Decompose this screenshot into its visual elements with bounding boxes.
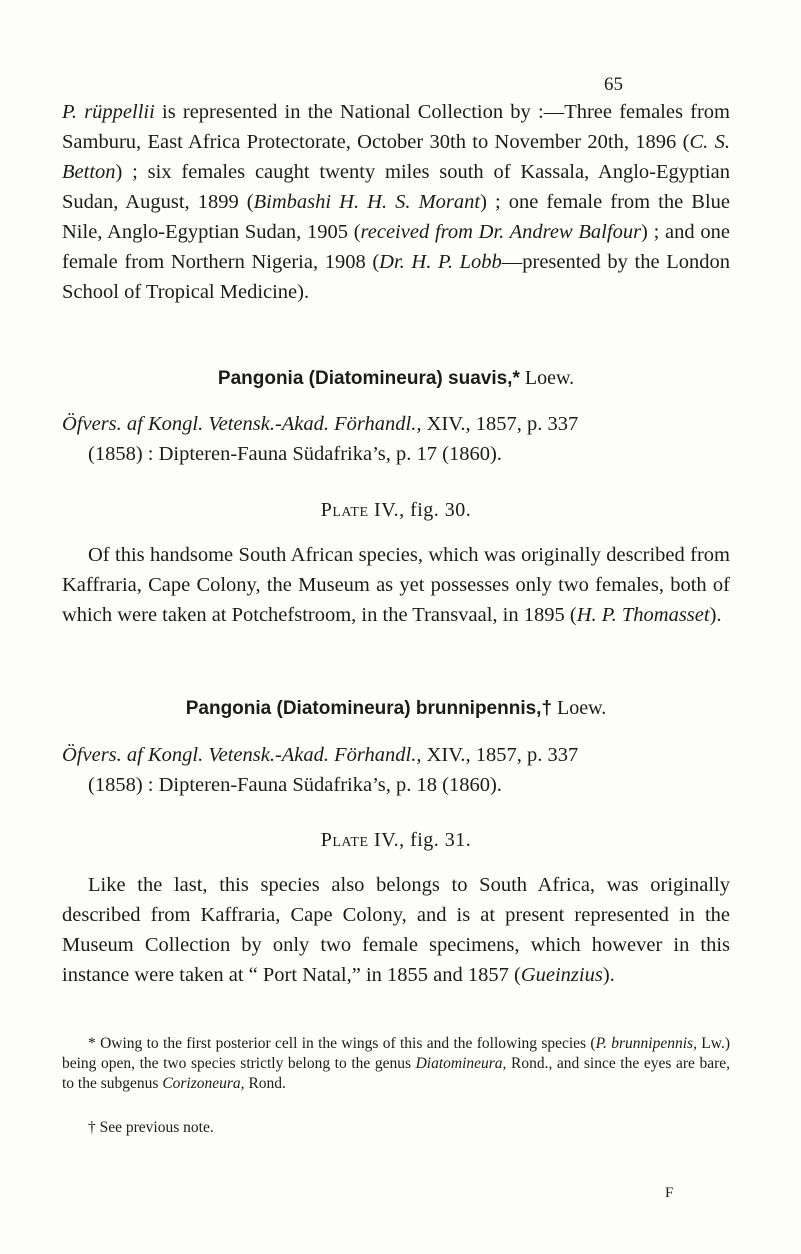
intro-paragraph: P. rüppellii is represented in the National Collection by :—Three females from Samburu, East Africa Protectorate, October 30th to November 20th, 1896 (C. S. Betton) ; six females caught twenty miles south of Kassala, Anglo-Egyptian Sudan, August, 1899 (Bimbashi H. H. S. Morant) ; one female from the Blue Nile, Anglo-Egyptian Sudan, 1905 (received from Dr. Andrew Balfour) ; and one female from Northern Nigeria, 1908 (Dr. H. P. Lobb—presented by the London School of Tropical Medicine). <box>62 101 730 303</box>
paragraph-brunnipennis: Like the last, this species also belongs to South Africa, was originally described from Kaffraria, Cape Colony, and is at present represented in the Museum Collection by only two female specimens, which however in this instance were taken at “ Port Natal,” in 1855 and 1857 (Gueinzius). <box>62 874 730 986</box>
reference-brunnipennis: Öfvers. af Kongl. Vetensk.-Akad. Förhandl., XIV., 1857, p. 337 (1858) : Dipteren-Fauna Südafrika’s, p. 18 (1860). <box>62 744 579 796</box>
plate-caption-brunnipennis: Plate IV., fig. 31. <box>320 829 472 851</box>
footnote-2: † See previous note. <box>88 1119 214 1136</box>
page-number: 65 <box>604 74 623 95</box>
section-heading-suavis: Pangonia (Diatomineura) suavis,* Loew. <box>217 367 575 389</box>
species-name: P. rüppellii <box>62 101 155 123</box>
footnote-1: * Owing to the first posterior cell in the wings of this and the following species (P. brunnipennis, Lw.) being open, the two species strictly belong to the genus Diatomineura, Rond., and since the eyes are bare, to the subgenus Corizoneura, Rond. <box>62 1035 730 1092</box>
paragraph-suavis: Of this handsome South African species, which was originally described from Kaffraria, Cape Colony, the Museum as yet possesses only two females, both of which were taken at Potchefstroom, in the Transvaal, in 1895 (H. P. Thomasset). <box>62 544 730 626</box>
reference-suavis: Öfvers. af Kongl. Vetensk.-Akad. Förhandl., XIV., 1857, p. 337 (1858) : Dipteren-Fauna Südafrika’s, p. 17 (1860). <box>62 413 579 465</box>
plate-caption-suavis: Plate IV., fig. 30. <box>320 499 472 521</box>
signature-mark: F <box>665 1185 674 1201</box>
section-heading-brunnipennis: Pangonia (Diatomineura) brunnipennis,† Loew. <box>185 697 607 719</box>
